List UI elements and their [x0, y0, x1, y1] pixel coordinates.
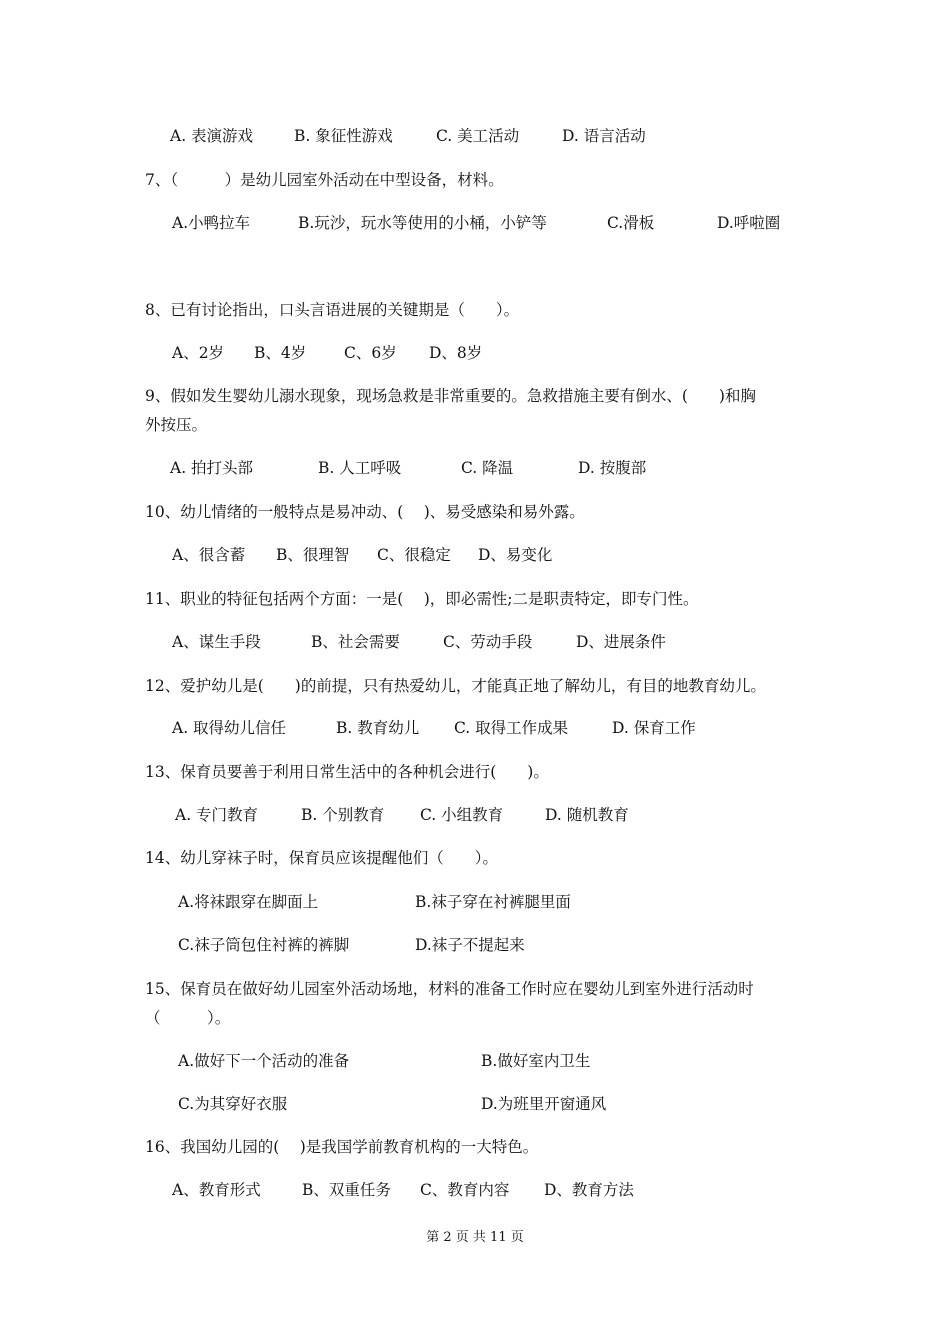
q9-option-c: C. 降温	[461, 459, 514, 477]
q13-option-c: C. 小组教育	[420, 806, 504, 824]
q14-option-c: C.袜子筒包住衬裤的裤脚	[178, 936, 350, 954]
q11-option-d: D、进展条件	[576, 633, 666, 651]
q13-stem: 13、保育员要善于利用日常生活中的各种机会进行( )。	[145, 763, 549, 781]
q11-stem: 11、职业的特征包括两个方面：一是( )，即必需性;二是职责特定，即专门性。	[145, 590, 699, 608]
q8-option-b: B、4岁	[254, 344, 307, 362]
q7-option-c: C.滑板	[607, 214, 655, 232]
q8-option-d: D、8岁	[429, 344, 483, 362]
q7-option-d: D.呼啦圈	[717, 214, 781, 232]
q11-option-a: A、谋生手段	[172, 633, 261, 651]
q8-stem: 8、已有讨论指出，口头言语进展的关键期是（ ）。	[145, 301, 520, 319]
q13-option-a: A. 专门教育	[175, 806, 259, 824]
q15-option-b: B.做好室内卫生	[481, 1052, 591, 1070]
q14-option-a: A.将袜跟穿在脚面上	[178, 893, 319, 911]
q13-option-b: B. 个别教育	[301, 806, 385, 824]
q14-option-d: D.袜子不提起来	[415, 936, 525, 954]
q13-option-d: D. 随机教育	[545, 806, 629, 824]
q14-option-b: B.袜子穿在衬裤腿里面	[415, 893, 571, 911]
q7-stem: 7、（ ）是幼儿园室外活动在中型设备，材料。	[145, 171, 504, 189]
q14-stem: 14、幼儿穿袜子时，保育员应该提醒他们（ ）。	[145, 849, 498, 867]
q9-option-a: A. 拍打头部	[170, 459, 254, 477]
q9-stem-line2: 外按压。	[145, 416, 208, 434]
q10-option-c: C、很稳定	[377, 546, 451, 564]
q6-option-c: C. 美工活动	[436, 127, 520, 145]
q15-stem-line1: 15、保育员在做好幼儿园室外活动场地，材料的准备工作时应在婴幼儿到室外进行活动时	[145, 980, 754, 998]
q15-stem-line2: （ ）。	[145, 1009, 231, 1027]
q7-option-a: A.小鸭拉车	[172, 214, 251, 232]
q15-option-c: C.为其穿好衣服	[178, 1095, 288, 1113]
q12-option-c: C. 取得工作成果	[454, 719, 569, 737]
q6-option-b: B. 象征性游戏	[294, 127, 393, 145]
q6-option-a: A. 表演游戏	[170, 127, 254, 145]
q9-stem-line1: 9、假如发生婴幼儿溺水现象，现场急救是非常重要的。急救措施主要有倒水、( )和胸	[145, 387, 756, 405]
q16-option-c: C、教育内容	[420, 1181, 510, 1199]
q8-option-c: C、6岁	[344, 344, 397, 362]
q16-option-a: A、教育形式	[172, 1181, 261, 1199]
q10-option-b: B、很理智	[276, 546, 350, 564]
q15-option-d: D.为班里开窗通风	[481, 1095, 607, 1113]
q15-option-a: A.做好下一个活动的准备	[178, 1052, 350, 1070]
q8-option-a: A、2岁	[172, 344, 225, 362]
q10-stem: 10、幼儿情绪的一般特点是易冲动、( )、易受感染和易外露。	[145, 503, 585, 521]
q10-option-d: D、易变化	[478, 546, 553, 564]
q16-stem: 16、我国幼儿园的( )是我国学前教育机构的一大特色。	[145, 1138, 539, 1156]
q9-option-b: B. 人工呼吸	[318, 459, 402, 477]
page-footer: 第 2 页 共 11 页	[426, 1230, 524, 1245]
q11-option-c: C、劳动手段	[443, 633, 533, 651]
q6-option-d: D. 语言活动	[562, 127, 646, 145]
q9-option-d: D. 按腹部	[578, 459, 647, 477]
q7-option-b: B.玩沙，玩水等使用的小桶，小铲等	[298, 214, 547, 232]
q12-option-a: A. 取得幼儿信任	[172, 719, 287, 737]
q12-option-b: B. 教育幼儿	[336, 719, 420, 737]
q11-option-b: B、社会需要	[311, 633, 400, 651]
q16-option-d: D、教育方法	[544, 1181, 634, 1199]
q10-option-a: A、很含蓄	[172, 546, 246, 564]
q12-stem: 12、爱护幼儿是( )的前提，只有热爱幼儿，才能真正地了解幼儿，有目的地教育幼儿。	[145, 677, 766, 695]
q12-option-d: D. 保育工作	[612, 719, 696, 737]
q16-option-b: B、双重任务	[302, 1181, 391, 1199]
